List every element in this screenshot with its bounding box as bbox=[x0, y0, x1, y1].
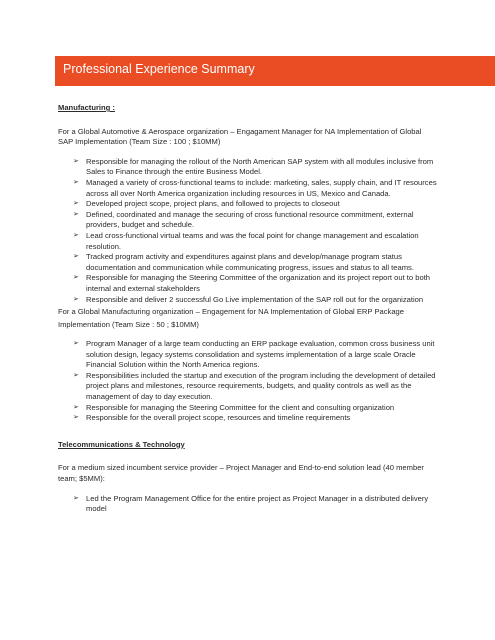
telecom-heading: Telecommunications & Technology bbox=[58, 439, 185, 449]
list-item bbox=[73, 209, 438, 231]
list-item-text: Defined, coordinated and manage the securing of cross functional resource commitment, external providers, budget and schedule. bbox=[86, 209, 414, 230]
arrow-bullet-icon: ➢ bbox=[73, 414, 79, 422]
list-item bbox=[73, 402, 438, 414]
arrow-bullet-icon: ➢ bbox=[73, 494, 79, 502]
document-body bbox=[58, 103, 438, 515]
list-item bbox=[73, 199, 438, 210]
list-item bbox=[73, 230, 438, 252]
list-item-text: Managed a variety of cross-functional teams to include: marketing, sales, supply chain, and IT resources across all over North America organization including resources in US, Mexico and Canada. bbox=[86, 177, 437, 198]
list-item-text: Responsibilities included the startup and execution of the program including the development of detailed project plans and milestones, resource requirements, budgets, and quality controls as well as the management of day to day execution. bbox=[86, 370, 436, 402]
manufacturing-heading: Manufacturing : bbox=[58, 103, 115, 112]
list-item bbox=[73, 273, 438, 294]
list-item-text: Program Manager of a large team conducting an ERP package evaluation, common cross business unit solution design, legacy systems consolidation and systems implementation of a large scale Oracle Financial Solution within the North America regions. bbox=[86, 339, 435, 370]
arrow-bullet-icon: ➢ bbox=[73, 274, 79, 282]
list-item-text: Led the Program Management Office for the entire project as Project Manager in a distributed delivery model bbox=[86, 493, 429, 514]
arrow-bullet-icon: ➢ bbox=[73, 157, 79, 165]
list-item-text: Tracked program activity and expenditures against plans and develop/manage program status documentation and communication while communicating progress, issues and status to all teams. bbox=[86, 252, 414, 272]
list-item bbox=[73, 177, 438, 199]
list-item bbox=[73, 339, 438, 371]
manufacturing-bullets-2 bbox=[58, 339, 438, 424]
list-item-text: Developed project scope, project plans, and followed to projects to closeout bbox=[86, 199, 340, 209]
list-item-text: Responsible for managing the Steering Committee of the organization and its project report out to both internal and external stakeholders bbox=[86, 273, 431, 293]
list-item bbox=[73, 413, 438, 424]
list-item-text: Lead cross-functional virtual teams and was the focal point for change management and escalation resolution. bbox=[86, 230, 419, 251]
arrow-bullet-icon: ➢ bbox=[73, 253, 79, 261]
list-item-text: Responsible for managing the Steering Committee for the client and consulting organization bbox=[86, 402, 395, 412]
arrow-bullet-icon: ➢ bbox=[73, 371, 79, 379]
telecom-bullets bbox=[58, 494, 438, 515]
manufacturing-bullets-1 bbox=[58, 157, 438, 305]
list-item-text: Responsible and deliver 2 successful Go Live implementation of the SAP roll out for the organization bbox=[86, 294, 424, 304]
list-item-text: Responsible for the overall project scope, resources and timeline requirements bbox=[86, 413, 351, 423]
list-item bbox=[73, 370, 438, 403]
arrow-bullet-icon: ➢ bbox=[73, 340, 79, 348]
manufacturing-intro-2: For a Global Manufacturing organization – Engagement for NA Implementation of Global ERP Package Implementation (Team Size : 50 ; $10MM) bbox=[58, 307, 404, 330]
list-item bbox=[73, 294, 438, 306]
manufacturing-intro-1: For a Global Automotive & Aerospace organization – Engagament Manager for NA Implementation of Global SAP Implementation (Team Size : 100 ; $10MM) bbox=[58, 126, 422, 147]
list-item-text: Responsible for managing the rollout of the North American SAP system with all modules inclusive from Sales to Finance through the entire Business Model. bbox=[86, 156, 434, 177]
arrow-bullet-icon: ➢ bbox=[73, 210, 79, 218]
list-item bbox=[73, 252, 438, 273]
list-item bbox=[73, 493, 438, 515]
arrow-bullet-icon: ➢ bbox=[73, 231, 79, 239]
arrow-bullet-icon: ➢ bbox=[73, 178, 79, 186]
arrow-bullet-icon: ➢ bbox=[73, 200, 79, 208]
list-item bbox=[73, 156, 438, 178]
section-banner bbox=[55, 56, 495, 86]
arrow-bullet-icon: ➢ bbox=[73, 403, 79, 411]
arrow-bullet-icon: ➢ bbox=[73, 295, 79, 303]
telecom-intro: For a medium sized incumbent service provider – Project Manager and End-to-end solution lead (40 member team; $5MM): bbox=[58, 463, 424, 484]
banner-title: Professional Experience Summary bbox=[63, 62, 255, 76]
